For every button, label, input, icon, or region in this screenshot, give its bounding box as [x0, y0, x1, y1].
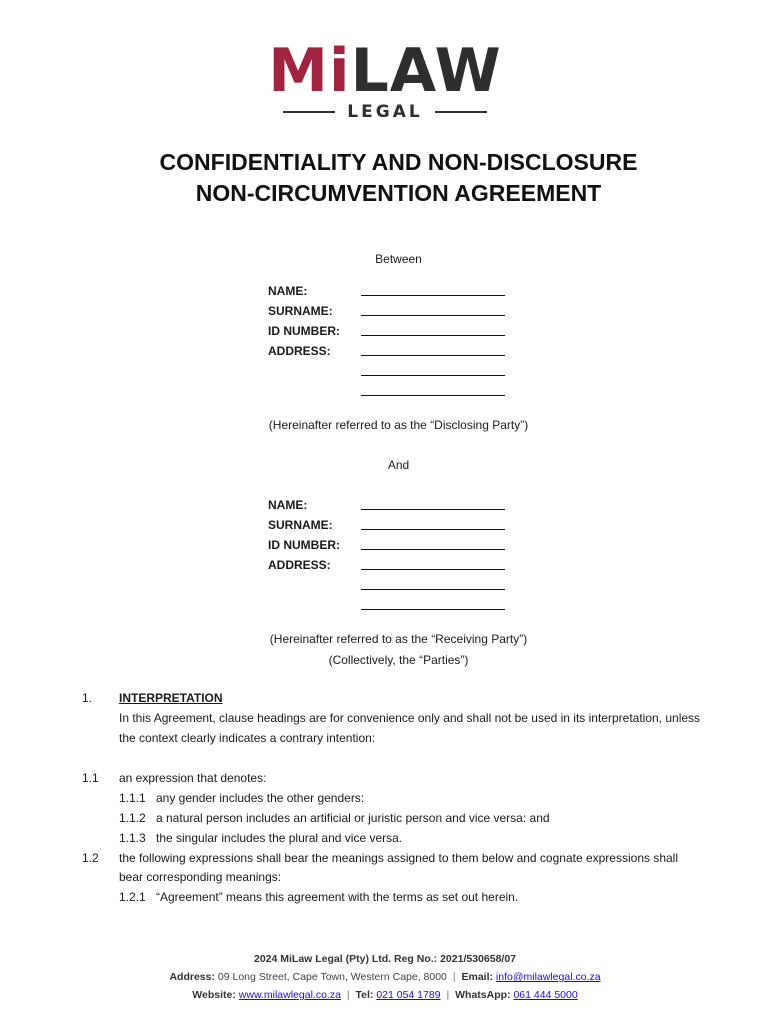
address-blank-2[interactable] — [361, 589, 505, 590]
clause-number: 1.1 — [82, 771, 99, 785]
tel-link[interactable]: 021 054 1789 — [376, 989, 441, 1001]
logo-wordmark: MiLAW — [268, 36, 502, 106]
surname-label: SURNAME: — [268, 518, 333, 532]
surname-blank[interactable] — [361, 529, 505, 530]
id-number-label: ID NUMBER: — [268, 324, 340, 338]
party1-id-row — [268, 323, 528, 343]
party1-address-row-3 — [268, 383, 528, 403]
name-label: NAME: — [268, 498, 308, 512]
surname-blank[interactable] — [361, 315, 505, 316]
name-blank[interactable] — [361, 295, 505, 296]
address-label: ADDRESS: — [268, 344, 331, 358]
email-link[interactable]: info@milawlegal.co.za — [495, 971, 601, 983]
party2-name-row — [268, 497, 528, 517]
receiving-party-note: (Hereinafter referred to as the “Receiving Party”) — [269, 632, 528, 646]
logo-subtitle: LEGAL — [0, 102, 770, 122]
subclause-number: 1.1.2 — [119, 811, 146, 825]
document-title — [0, 147, 770, 209]
logo-divider-right — [435, 111, 487, 113]
subclause-text: a natural person includes an artificial or juristic person and vice versa: and — [156, 811, 550, 825]
section-number: 1. — [82, 691, 93, 705]
milaw-logo — [0, 36, 770, 122]
whatsapp-link[interactable]: 061 444 5000 — [513, 989, 578, 1001]
footer-contact-line: Website: www.milawlegal.co.za | Tel: 021 054 1789 | WhatsApp: 061 444 5000 — [192, 989, 578, 1001]
between-label: Between — [375, 252, 422, 266]
subclause-text: the singular includes the plural and vice versa. — [156, 831, 403, 845]
clause-text: an expression that denotes: — [119, 771, 267, 785]
clause-text-continued: bear corresponding meanings: — [119, 870, 282, 884]
footer-address-line: Address: 09 Long Street, Cape Town, Western Cape, 8000 | Email: info@milawlegal.co.za — [169, 971, 601, 983]
subclause-number: 1.2.1 — [119, 890, 146, 904]
logo-divider-left — [283, 111, 335, 113]
surname-label: SURNAME: — [268, 304, 333, 318]
address-blank-2[interactable] — [361, 375, 505, 376]
disclosing-party-fields — [268, 283, 528, 403]
party2-address-row-2 — [268, 577, 528, 597]
address-label: ADDRESS: — [268, 558, 331, 572]
receiving-party-fields — [268, 497, 528, 617]
clause-number: 1.2 — [82, 851, 99, 865]
id-number-blank[interactable] — [361, 335, 505, 336]
title-line-1: CONFIDENTIALITY AND NON-DISCLOSURE — [159, 149, 638, 175]
party2-id-row — [268, 537, 528, 557]
website-link[interactable]: www.milawlegal.co.za — [238, 989, 341, 1001]
address-blank[interactable] — [361, 355, 505, 356]
subclause-number: 1.1.1 — [119, 791, 146, 805]
party1-address-row — [268, 343, 528, 363]
name-blank[interactable] — [361, 509, 505, 510]
party1-name-row — [268, 283, 528, 303]
party2-address-row — [268, 557, 528, 577]
and-label: And — [387, 458, 410, 472]
name-label: NAME: — [268, 284, 308, 298]
id-number-label: ID NUMBER: — [268, 538, 340, 552]
address-blank[interactable] — [361, 569, 505, 570]
address-blank-3[interactable] — [361, 395, 505, 396]
party1-address-row-2 — [268, 363, 528, 383]
footer-address: 09 Long Street, Cape Town, Western Cape, 8000 — [217, 971, 447, 983]
subclause-text: any gender includes the other genders: — [156, 791, 365, 805]
subclause-number: 1.1.3 — [119, 831, 146, 845]
party2-surname-row — [268, 517, 528, 537]
disclosing-party-note: (Hereinafter referred to as the “Disclosing Party”) — [268, 418, 529, 432]
title-line-2: NON-CIRCUMVENTION AGREEMENT — [195, 180, 602, 206]
footer — [0, 950, 770, 1004]
subclause-text: “Agreement” means this agreement with the terms as set out herein. — [156, 890, 519, 904]
footer-company: 2024 MiLaw Legal (Pty) Ltd. Reg No.: 2021/530658/07 — [253, 953, 517, 965]
party2-address-row-3 — [268, 597, 528, 617]
section-heading: INTERPRETATION — [119, 691, 223, 705]
collectively-note: (Collectively, the “Parties”) — [328, 653, 469, 667]
section-intro: In this Agreement, clause headings are for convenience only and shall not be used in its interpretation, unless the context clearly indicates a contrary intention: — [119, 711, 701, 745]
clause-text: the following expressions shall bear the meanings assigned to them below and cognate expressions shall — [119, 851, 679, 865]
id-number-blank[interactable] — [361, 549, 505, 550]
party1-surname-row — [268, 303, 528, 323]
address-blank-3[interactable] — [361, 609, 505, 610]
